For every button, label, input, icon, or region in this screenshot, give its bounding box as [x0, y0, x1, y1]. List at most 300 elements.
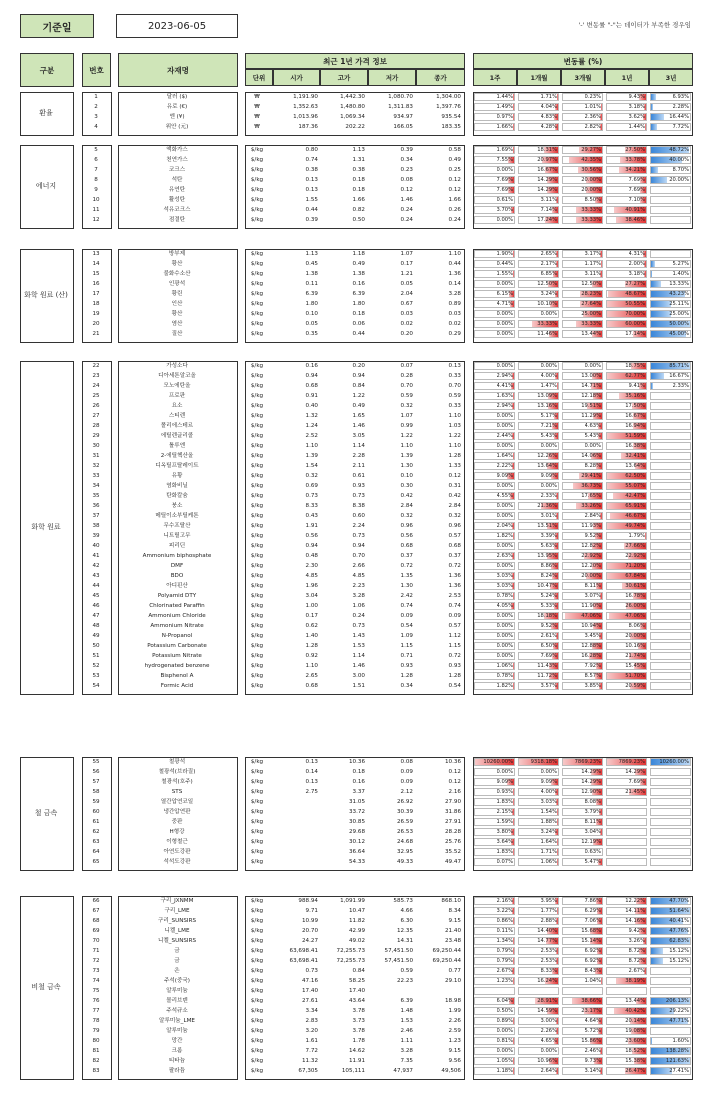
- material-name: Ammonium Chloride: [148, 613, 206, 619]
- open-price: 0.80: [305, 147, 318, 153]
- open-price: 27.61: [301, 998, 318, 1004]
- change-1m-cell: [518, 372, 559, 380]
- change-1m-value: 3.24%: [540, 829, 557, 835]
- high-price: 1.18: [352, 251, 365, 257]
- unit: $/kg: [250, 271, 264, 277]
- change-3y-cell: [650, 422, 691, 430]
- change-3y-cell: [650, 572, 691, 580]
- change-1y-cell: [606, 798, 647, 806]
- close-price: 935.54: [441, 114, 461, 120]
- change-1y-cell: [606, 452, 647, 460]
- low-price: 0.09: [400, 779, 413, 785]
- change-3m-cell: [562, 632, 603, 640]
- change-1w-value: 9.09%: [496, 779, 513, 785]
- change-3m-cell: [562, 412, 603, 420]
- table-row: [0, 562, 711, 571]
- open-price: 7.72: [305, 1048, 318, 1054]
- change-1y-value: 71.20%: [625, 563, 645, 569]
- change-1y-cell: [606, 602, 647, 610]
- change-3y-bar: [651, 373, 664, 379]
- high-price: 1.31: [352, 157, 365, 163]
- material-name: 피리딘: [168, 543, 186, 549]
- change-3m-value: 0.00%: [584, 443, 601, 449]
- change-3m-cell: [562, 422, 603, 430]
- change-1m-cell: [518, 422, 559, 430]
- low-price: 7.35: [400, 1058, 413, 1064]
- change-3y-value: 40.41%: [669, 918, 689, 924]
- change-3m-value: 15.68%: [581, 928, 601, 934]
- low-price: 1.07: [400, 251, 413, 257]
- change-1m-value: 9.09%: [540, 473, 557, 479]
- high-price: 0.18: [352, 187, 365, 193]
- change-1w-cell: [474, 798, 515, 806]
- change-1m-value: 9.52%: [540, 623, 557, 629]
- high-price: 2.23: [352, 583, 365, 589]
- high-price: 33.72: [348, 809, 365, 815]
- low-price: 0.24: [400, 217, 413, 223]
- open-price: 0.40: [305, 403, 318, 409]
- change-3m-cell: [562, 472, 603, 480]
- table-row: [0, 808, 711, 817]
- high-price: 105,111: [341, 1068, 365, 1074]
- row-number: 56: [92, 769, 100, 775]
- low-price: 0.67: [400, 301, 413, 307]
- change-3y-value: 10260.00%: [659, 759, 689, 765]
- open-price: 47.16: [301, 978, 318, 984]
- close-price: 69,250.44: [432, 958, 461, 964]
- change-1w-cell: [474, 622, 515, 630]
- change-1w-value: 1.55%: [496, 271, 513, 277]
- change-3m-cell: [562, 113, 603, 121]
- change-1w-value: 0.00%: [496, 623, 513, 629]
- material-name: 주석규소: [166, 1008, 188, 1014]
- change-3m-value: 5.72%: [584, 1028, 601, 1034]
- change-3m-cell: [562, 186, 603, 194]
- change-3m-cell: [562, 280, 603, 288]
- change-3y-cell: [650, 592, 691, 600]
- table-row: [0, 907, 711, 916]
- change-1m-cell: [518, 602, 559, 610]
- change-1m-cell: [518, 442, 559, 450]
- unit: $/kg: [250, 898, 264, 904]
- material-name: 황산: [171, 261, 183, 267]
- change-3y-cell: [650, 362, 691, 370]
- change-1m-cell: [518, 176, 559, 184]
- change-1w-value: 0.00%: [496, 413, 513, 419]
- close-price: 0.42: [448, 493, 461, 499]
- change-1y-cell: [606, 320, 647, 328]
- change-1m-value: 20.97%: [537, 157, 557, 163]
- change-3y-cell: [650, 372, 691, 380]
- high-price: 2.24: [352, 523, 365, 529]
- unit: $/kg: [250, 918, 264, 924]
- material-name: 인광석: [168, 281, 186, 287]
- change-1y-cell: [606, 123, 647, 131]
- change-3y-cell: [650, 828, 691, 836]
- change-3m-cell: [562, 1007, 603, 1015]
- change-3m-value: 29.41%: [581, 473, 601, 479]
- table-row: [0, 512, 711, 521]
- change-1m-value: 1.77%: [540, 908, 557, 914]
- unit: $/kg: [250, 663, 264, 669]
- material-name: N-Propanol: [161, 633, 193, 639]
- change-1w-cell: [474, 778, 515, 786]
- change-1m-bar: [557, 383, 558, 389]
- change-3y-cell: [650, 442, 691, 450]
- unit: $/kg: [250, 603, 264, 609]
- row-number: 37: [92, 513, 100, 519]
- change-1w-value: 0.00%: [496, 613, 513, 619]
- change-1w-value: 0.00%: [496, 503, 513, 509]
- change-3m-cell: [562, 1027, 603, 1035]
- change-1m-cell: [518, 828, 559, 836]
- high-price: 3.78: [352, 1028, 365, 1034]
- change-3m-cell: [562, 818, 603, 826]
- change-1w-cell: [474, 280, 515, 288]
- change-1w-value: 0.00%: [496, 563, 513, 569]
- table-row: [0, 592, 711, 601]
- low-price: 0.59: [400, 393, 413, 399]
- change-3m-value: 2.84%: [584, 513, 601, 519]
- change-3y-cell: [650, 382, 691, 390]
- table-row: [0, 798, 711, 807]
- change-1y-bar: [645, 124, 646, 130]
- change-1w-cell: [474, 300, 515, 308]
- change-3y-value: 51.64%: [669, 908, 689, 914]
- low-price: 0.03: [400, 311, 413, 317]
- change-3m-value: 33.33%: [581, 217, 601, 223]
- change-1m-value: 2.64%: [540, 1068, 557, 1074]
- change-1y-value: 17.14%: [625, 331, 645, 337]
- change-1y-value: 20.14%: [625, 1018, 645, 1024]
- unit: $/kg: [250, 513, 264, 519]
- change-1m-value: 13.16%: [537, 403, 557, 409]
- row-number: 15: [92, 271, 100, 277]
- low-price: 0.02: [400, 321, 413, 327]
- high-price: 3.37: [352, 789, 365, 795]
- change-1y-value: 8.72%: [628, 958, 645, 964]
- change-1w-cell: [474, 838, 515, 846]
- change-1y-cell: [606, 622, 647, 630]
- change-1m-cell: [518, 838, 559, 846]
- change-1w-value: 0.00%: [496, 281, 513, 287]
- change-3m-cell: [562, 260, 603, 268]
- change-1y-value: 40.91%: [625, 207, 645, 213]
- high-price: 1.53: [352, 643, 365, 649]
- change-3m-cell: [562, 123, 603, 131]
- change-1m-cell: [518, 250, 559, 258]
- change-3y-cell: [650, 897, 691, 905]
- change-3y-bar: [651, 1038, 652, 1044]
- change-1w-cell: [474, 542, 515, 550]
- unit: $/kg: [250, 593, 264, 599]
- material-name: 이형철근: [166, 839, 188, 845]
- material-name: 활성탄: [168, 197, 186, 203]
- close-price: 0.12: [448, 187, 461, 193]
- close-price: 9.15: [448, 918, 461, 924]
- material-name: 중판: [171, 819, 183, 825]
- material-name: 석유코크스: [163, 207, 191, 213]
- change-3y-cell: [650, 927, 691, 935]
- change-1m-cell: [518, 382, 559, 390]
- change-1w-value: 0.86%: [496, 918, 513, 924]
- change-1w-cell: [474, 947, 515, 955]
- change-3m-value: 12.88%: [581, 643, 601, 649]
- material-name: DMF: [170, 563, 184, 569]
- change-1y-value: 4.31%: [628, 251, 645, 257]
- change-1m-value: 0.00%: [540, 769, 557, 775]
- close-price: 0.96: [448, 523, 461, 529]
- open-price: 187.36: [298, 124, 318, 130]
- table-row: [0, 442, 711, 451]
- material-name: 알루미늄_LME: [159, 1018, 195, 1024]
- change-3m-value: 8.57%: [584, 673, 601, 679]
- material-name: hydrogenated benzene: [144, 663, 210, 669]
- change-1y-cell: [606, 848, 647, 856]
- change-1y-cell: [606, 652, 647, 660]
- change-3y-cell: [650, 917, 691, 925]
- material-name: 티타늄: [168, 1058, 186, 1064]
- change-3m-cell: [562, 320, 603, 328]
- change-3y-cell: [650, 798, 691, 806]
- open-price: 0.91: [305, 393, 318, 399]
- close-price: 1.66: [448, 197, 461, 203]
- unit: $/kg: [250, 553, 264, 559]
- unit: $/kg: [250, 968, 264, 974]
- change-1y-cell: [606, 967, 647, 975]
- change-1m-value: 12.50%: [537, 281, 557, 287]
- change-1y-value: 30.61%: [625, 583, 645, 589]
- table-row: [0, 947, 711, 956]
- group-label: 비철 금속: [31, 983, 61, 991]
- open-price: 0.43: [305, 513, 318, 519]
- table-row: [0, 897, 711, 906]
- change-1y-cell: [606, 1007, 647, 1015]
- table-row: [0, 632, 711, 641]
- change-3y-value: 8.70%: [672, 167, 689, 173]
- change-1w-cell: [474, 472, 515, 480]
- change-1m-value: 3.01%: [540, 513, 557, 519]
- change-1y-cell: [606, 270, 647, 278]
- change-1w-value: 0.00%: [496, 543, 513, 549]
- row-number: 32: [92, 463, 100, 469]
- open-price: 0.13: [305, 759, 318, 765]
- change-3m-cell: [562, 93, 603, 101]
- material-name: 철광석: [168, 759, 186, 765]
- change-1w-value: 1.83%: [496, 849, 513, 855]
- change-3m-value: 4.63%: [584, 423, 601, 429]
- open-price: 3.20: [305, 1028, 318, 1034]
- row-number: 79: [92, 1028, 100, 1034]
- change-3m-cell: [562, 250, 603, 258]
- change-3m-value: 14.29%: [581, 779, 601, 785]
- change-3y-cell: [650, 957, 691, 965]
- change-1m-cell: [518, 798, 559, 806]
- unit: $/kg: [250, 217, 264, 223]
- change-1m-value: 10.10%: [537, 301, 557, 307]
- change-3y-cell: [650, 206, 691, 214]
- change-1y-value: 14.29%: [625, 769, 645, 775]
- high-price: 0.16: [352, 281, 365, 287]
- change-1y-value: 7.69%: [628, 779, 645, 785]
- change-1y-cell: [606, 176, 647, 184]
- change-3y-cell: [650, 542, 691, 550]
- change-1m-value: 0.00%: [540, 363, 557, 369]
- change-1y-value: 50.55%: [625, 301, 645, 307]
- change-1y-cell: [606, 216, 647, 224]
- change-1w-cell: [474, 270, 515, 278]
- change-1m-value: 17.24%: [537, 217, 557, 223]
- change-1y-value: 55.07%: [625, 483, 645, 489]
- row-number: 69: [92, 928, 100, 934]
- change-3y-cell: [650, 818, 691, 826]
- row-number: 70: [92, 938, 100, 944]
- unit: $/kg: [250, 859, 264, 865]
- close-price: 1.10: [448, 251, 461, 257]
- close-price: 1.15: [448, 643, 461, 649]
- row-number: 52: [92, 663, 100, 669]
- change-1m-value: 7.21%: [540, 423, 557, 429]
- change-3m-cell: [562, 300, 603, 308]
- change-1m-cell: [518, 280, 559, 288]
- low-price: 14.31: [396, 938, 413, 944]
- change-1w-cell: [474, 1067, 515, 1075]
- change-1w-bar: [513, 789, 514, 795]
- change-1w-value: 0.79%: [496, 958, 513, 964]
- change-3y-value: 29.22%: [669, 1008, 689, 1014]
- change-1w-value: 0.00%: [496, 363, 513, 369]
- change-1y-value: 62.50%: [625, 473, 645, 479]
- change-3y-value: 2.33%: [672, 383, 689, 389]
- change-1w-cell: [474, 290, 515, 298]
- change-3y-cell: [650, 778, 691, 786]
- high-price: 58.25: [348, 978, 365, 984]
- material-name: 달러 ($): [166, 94, 188, 100]
- change-3m-cell: [562, 612, 603, 620]
- row-number: 48: [92, 623, 100, 629]
- open-price: 1.54: [305, 463, 318, 469]
- high-price: 0.38: [352, 167, 365, 173]
- low-price: 934.97: [393, 114, 413, 120]
- low-price: 57,451.50: [384, 948, 413, 954]
- open-price: 0.13: [305, 177, 318, 183]
- change-1y-value: 38.46%: [625, 217, 645, 223]
- change-1w-cell: [474, 1047, 515, 1055]
- open-price: 63,698.41: [289, 958, 318, 964]
- change-1w-cell: [474, 897, 515, 905]
- unit: $/kg: [250, 653, 264, 659]
- row-number: 1: [94, 94, 98, 100]
- change-1m-cell: [518, 542, 559, 550]
- unit: $/kg: [250, 583, 264, 589]
- table-row: [0, 382, 711, 391]
- row-number: 55: [92, 759, 100, 765]
- open-price: 0.48: [305, 553, 318, 559]
- change-1m-value: 7.14%: [540, 207, 557, 213]
- change-3y-value: 138.28%: [665, 1048, 689, 1054]
- change-3m-value: 11.90%: [581, 603, 601, 609]
- col-1y-header: 1년: [605, 69, 649, 86]
- change-1y-value: 35.16%: [625, 393, 645, 399]
- material-name: 방부제: [168, 251, 186, 257]
- table-row: [0, 320, 711, 329]
- table-row: [0, 392, 711, 401]
- row-number: 23: [92, 373, 100, 379]
- change-3y-value: 48.72%: [669, 147, 689, 153]
- change-3m-cell: [562, 532, 603, 540]
- high-price: 29.68: [348, 829, 365, 835]
- change-3m-cell: [562, 768, 603, 776]
- change-1m-cell: [518, 290, 559, 298]
- open-price: 24.27: [301, 938, 318, 944]
- high-price: 3.78: [352, 1008, 365, 1014]
- change-3y-cell: [650, 907, 691, 915]
- change-1m-value: 2.88%: [540, 918, 557, 924]
- change-1m-bar: [557, 859, 558, 865]
- change-1y-cell: [606, 572, 647, 580]
- material-name: 모노에탄올: [163, 383, 191, 389]
- change-3y-cell: [650, 392, 691, 400]
- change-1m-cell: [518, 1017, 559, 1025]
- table-row: [0, 330, 711, 339]
- material-name: 철광석(호주): [161, 779, 193, 785]
- change-3m-cell: [562, 997, 603, 1005]
- material-name: Ammonium biphosphate: [142, 553, 212, 559]
- row-number: 68: [92, 918, 100, 924]
- change-1y-cell: [606, 582, 647, 590]
- close-price: 1.36: [448, 271, 461, 277]
- material-name: 황산: [171, 311, 183, 317]
- unit: $/kg: [250, 908, 264, 914]
- change-1y-cell: [606, 562, 647, 570]
- change-1y-value: 42.47%: [625, 493, 645, 499]
- change-1w-value: 1.59%: [496, 819, 513, 825]
- change-3m-cell: [562, 897, 603, 905]
- change-1y-value: 32.41%: [625, 453, 645, 459]
- change-3m-cell: [562, 372, 603, 380]
- close-price: 29.10: [444, 978, 461, 984]
- col-unit-header: 단위: [245, 69, 273, 86]
- change-1w-cell: [474, 682, 515, 690]
- change-1w-cell: [474, 186, 515, 194]
- change-1m-cell: [518, 632, 559, 640]
- change-3m-cell: [562, 1047, 603, 1055]
- table-row: [0, 113, 711, 122]
- unit: $/kg: [250, 177, 264, 183]
- change-1y-value: 12.22%: [625, 898, 645, 904]
- close-price: 0.33: [448, 403, 461, 409]
- change-1y-cell: [606, 542, 647, 550]
- close-price: 1.10: [448, 443, 461, 449]
- change-1w-cell: [474, 402, 515, 410]
- change-1m-value: 9318.18%: [530, 759, 557, 765]
- close-price: 49,506: [441, 1068, 461, 1074]
- change-3y-value: 27.41%: [669, 1068, 689, 1074]
- change-3m-value: 6.92%: [584, 958, 601, 964]
- change-3m-value: 47.06%: [581, 613, 601, 619]
- change-1w-value: 1.66%: [496, 124, 513, 130]
- change-1w-value: 1.44%: [496, 94, 513, 100]
- close-price: 0.74: [448, 603, 461, 609]
- change-3y-bar: [651, 94, 656, 100]
- change-1m-cell: [518, 858, 559, 866]
- change-1y-value: 14.16%: [625, 918, 645, 924]
- price-group-header: 최근 1년 가격 정보: [245, 53, 465, 69]
- change-3y-cell: [650, 402, 691, 410]
- material-name: 프로판: [168, 393, 186, 399]
- change-1w-cell: [474, 957, 515, 965]
- open-price: 17.40: [301, 988, 318, 994]
